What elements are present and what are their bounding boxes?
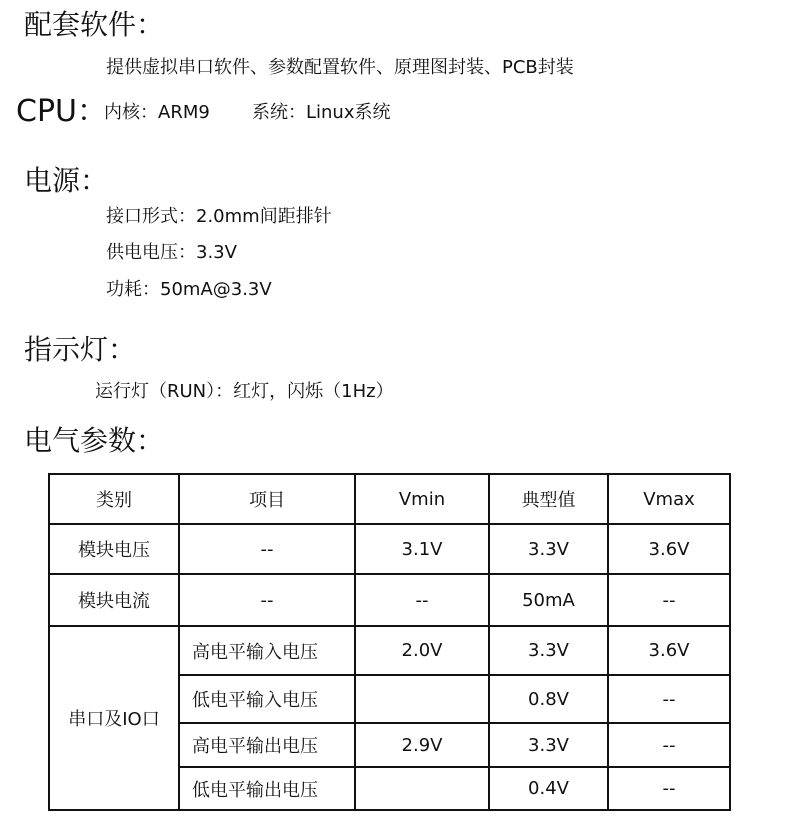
software-description: 提供虚拟串口软件、参数配置软件、原理图封装、PCB封装 [106,57,574,78]
cell-vmax: 3.6V [608,626,730,675]
cell-typical: 50mA [489,574,608,626]
power-consumption: 功耗：50mA@3.3V [106,279,272,300]
header-vmax: Vmax [608,474,730,524]
table-row [49,524,730,574]
cell-typical: 3.3V [489,626,608,675]
cell-vmax: -- [608,675,730,723]
cell-item: -- [179,524,355,574]
electrical-heading: 电气参数： [24,424,165,457]
table-row [49,574,730,626]
cell-typical: 3.3V [489,723,608,767]
power-heading: 电源： [24,164,109,197]
cell-typical: 0.8V [489,675,608,723]
cell-vmax: 3.6V [608,524,730,574]
cell-category-serial-io: 串口及IO口 [49,626,179,810]
cell-item: -- [179,574,355,626]
header-typical: 典型值 [489,474,608,524]
cell-vmax: -- [608,574,730,626]
table-row [49,626,730,675]
power-voltage: 供电电压：3.3V [106,242,237,263]
cell-vmin: 2.9V [355,723,489,767]
cell-item: 高电平输出电压 [179,723,355,767]
cell-vmin [355,675,489,723]
cell-vmin [355,767,489,810]
cell-item: 高电平输入电压 [179,626,355,675]
cell-vmax: -- [608,767,730,810]
header-item: 项目 [179,474,355,524]
cell-vmax: -- [608,723,730,767]
cell-category: 模块电流 [49,574,179,626]
software-heading: 配套软件： [24,8,165,41]
indicator-heading: 指示灯： [24,333,137,366]
header-category: 类别 [49,474,179,524]
cell-vmin: 2.0V [355,626,489,675]
table-header-row [49,474,730,524]
cell-item: 低电平输出电压 [179,767,355,810]
indicator-run: 运行灯（RUN）：红灯，闪烁（1Hz） [95,381,394,402]
cell-vmin: -- [355,574,489,626]
cell-typical: 0.4V [489,767,608,810]
cpu-heading: CPU： [16,94,107,129]
cpu-core: 内核：ARM9 [104,102,210,123]
cell-vmin: 3.1V [355,524,489,574]
cell-typical: 3.3V [489,524,608,574]
electrical-params-table [48,473,731,811]
cell-category: 模块电压 [49,524,179,574]
cell-item: 低电平输入电压 [179,675,355,723]
cpu-system: 系统：Linux系统 [252,102,391,123]
header-vmin: Vmin [355,474,489,524]
power-interface: 接口形式：2.0mm间距排针 [106,206,332,227]
